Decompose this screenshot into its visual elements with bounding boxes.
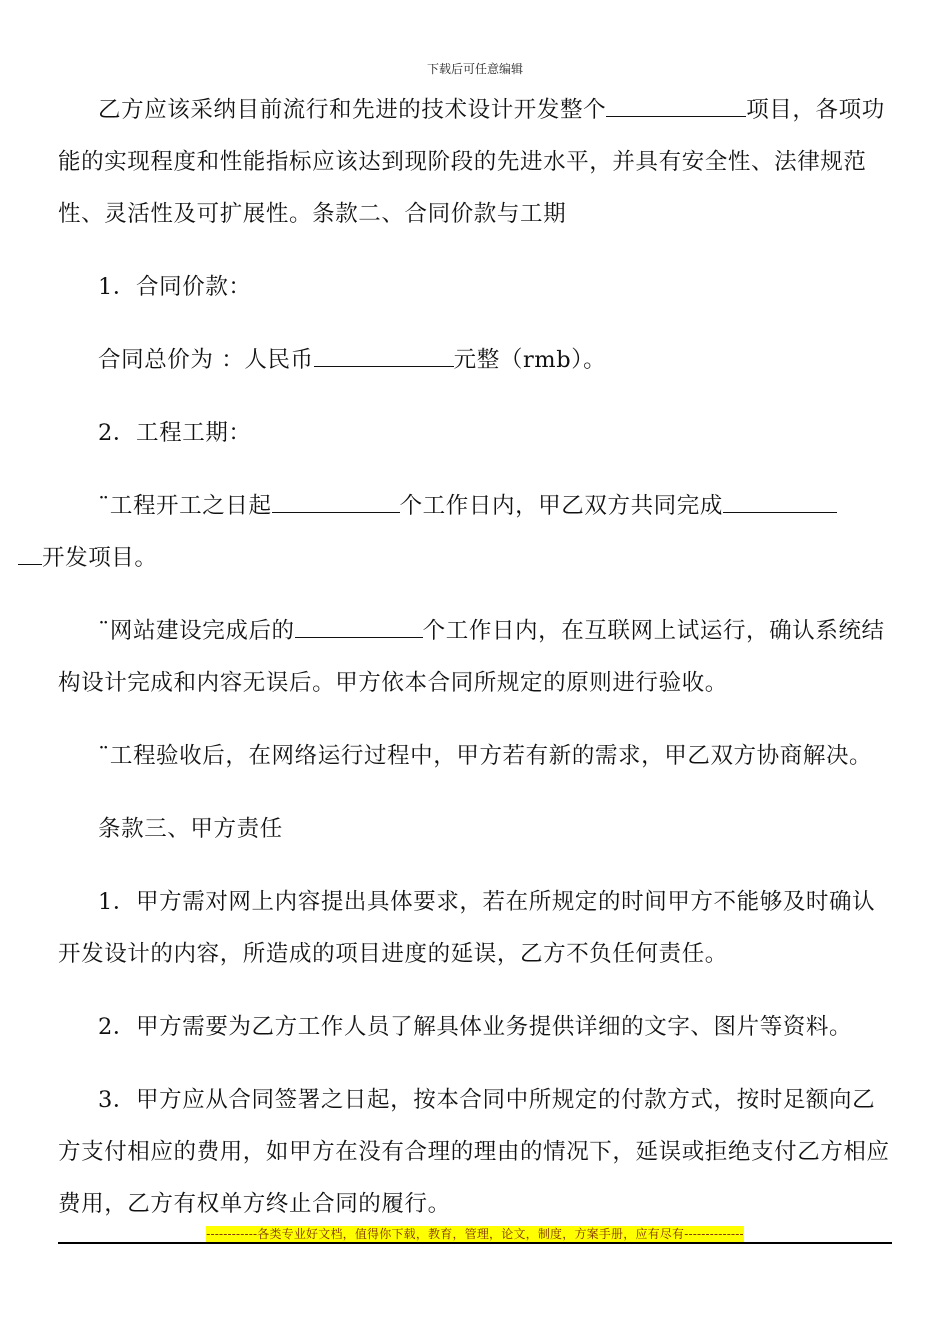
footer-banner bbox=[0, 1223, 950, 1242]
paragraph-clause-2: 2．甲方需要为乙方工作人员了解具体业务提供详细的文字、图片等资料。 bbox=[98, 1014, 853, 1040]
paragraph-text: ¨工程开工之日起 bbox=[98, 493, 272, 519]
paragraph-text: 元整（rmb）。 bbox=[453, 347, 607, 373]
section-heading-schedule: 2．工程工期： bbox=[98, 420, 252, 446]
page-header: 下载后可任意编辑 bbox=[426, 62, 523, 76]
paragraph-scope bbox=[58, 84, 890, 240]
blank-field-project-name[interactable] bbox=[606, 98, 746, 117]
paragraph-text: 合同总价为 ：人民币 bbox=[98, 347, 314, 373]
paragraph-text: 个工作日内，在互联网上试运行，确认系统结构设计完成和内容无误后。甲方依本合同所规定的原则进行验收。 bbox=[58, 618, 885, 696]
paragraph-text: 项目，各项功能的实现程度和性能指标应该达到现阶段的先进水平，并具有安全性、法律规范性、灵活性及可扩展性。条款二、合同价款与工期 bbox=[58, 97, 885, 227]
paragraph-start-date bbox=[42, 480, 890, 584]
paragraph-text: 乙方应该采纳目前流行和先进的技术设计开发整个 bbox=[98, 97, 607, 123]
paragraph-trial-run bbox=[58, 605, 890, 709]
paragraph-total-price bbox=[58, 334, 890, 386]
blank-field-project[interactable] bbox=[723, 494, 837, 513]
document-body bbox=[42, 84, 890, 1230]
paragraph-text: ¨网站建设完成后的 bbox=[98, 618, 295, 644]
blank-field-workdays[interactable] bbox=[272, 494, 400, 513]
footer-divider bbox=[58, 1242, 892, 1244]
paragraph-text: 开发项目。 bbox=[42, 545, 158, 571]
blank-field-amount[interactable] bbox=[314, 348, 454, 367]
section-heading-price: 1．合同价款： bbox=[98, 274, 252, 300]
paragraph-clause-3: 3．甲方应从合同签署之日起，按本合同中所规定的付款方式，按时足额向乙方支付相应的费用，如甲方在没有合理的理由的情况下，延误或拒绝支付乙方相应费用，乙方有权单方终止合同的履行。 bbox=[58, 1087, 890, 1217]
blank-field-trial-days[interactable] bbox=[295, 619, 423, 638]
footer-banner-text: ------------各类专业好文档，值得你下载，教育，管理，论文，制度，方案手册，应有尽有-------------- bbox=[206, 1227, 744, 1241]
section-heading-party-a: 条款三、甲方责任 bbox=[98, 816, 283, 842]
blank-field-project-cont[interactable] bbox=[18, 546, 42, 565]
paragraph-text: 个工作日内，甲乙双方共同完成 bbox=[399, 493, 723, 519]
paragraph-clause-1: 1．甲方需对网上内容提出具体要求，若在所规定的时间甲方不能够及时确认开发设计的内容，所造成的项目进度的延误，乙方不负任何责任。 bbox=[58, 889, 876, 967]
paragraph-after-acceptance: ¨工程验收后，在网络运行过程中，甲方若有新的需求，甲乙双方协商解决。 bbox=[98, 743, 873, 769]
